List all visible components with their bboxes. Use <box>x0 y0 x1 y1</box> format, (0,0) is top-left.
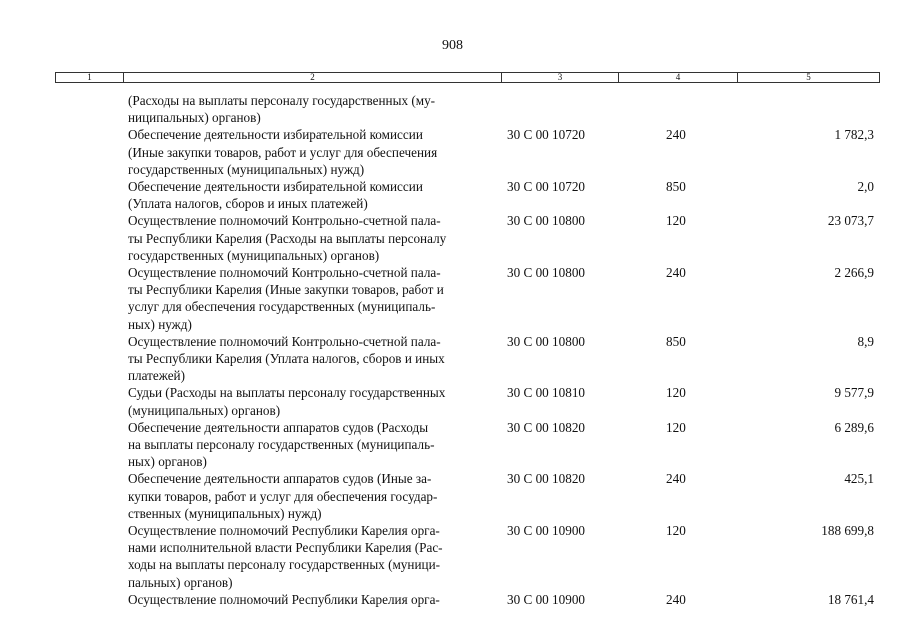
header-col-5: 5 <box>806 72 811 82</box>
row-expense-type: 120 <box>666 213 686 229</box>
row-expense-type: 850 <box>666 333 686 349</box>
row-code: 30 С 00 10720 <box>507 127 586 143</box>
row-code: 30 С 00 10800 <box>507 333 586 349</box>
row-amount: 8,9 <box>857 333 874 349</box>
row-amount: 1 782,3 <box>834 127 874 143</box>
table-row <box>0 522 905 591</box>
header-col-4: 4 <box>619 73 738 82</box>
row-code: 30 С 00 10800 <box>507 213 586 229</box>
row-amount: 425,1 <box>844 471 874 487</box>
table-row <box>0 264 905 333</box>
table-row <box>0 384 905 418</box>
row-description: (Расходы на выплаты персоналу государственных (му- ниципальных) органов) <box>128 93 436 126</box>
row-expense-type: 120 <box>666 419 686 435</box>
row-description: Судьи (Расходы на выплаты персоналу государственных (муниципальных) органов) <box>128 385 446 418</box>
row-expense-type: 120 <box>666 523 686 539</box>
row-expense-type: 120 <box>666 385 686 401</box>
row-code: 30 С 00 10820 <box>507 419 586 435</box>
header-col-3: 3 <box>502 73 619 82</box>
header-col-1: 1 <box>56 73 124 82</box>
table-row <box>0 591 905 608</box>
row-description: Обеспечение деятельности избирательной комиссии (Иные закупки товаров, работ и услуг для обеспечения государственных (муниципальных) нужд) <box>128 127 438 177</box>
row-code: 30 С 00 10900 <box>507 591 586 607</box>
header-col-2: 2 <box>124 73 502 82</box>
row-expense-type: 240 <box>666 265 686 281</box>
row-amount: 23 073,7 <box>827 213 874 229</box>
row-code: 30 С 00 10800 <box>507 265 586 281</box>
table-row <box>0 333 905 385</box>
row-amount: 9 577,9 <box>834 385 874 401</box>
row-amount: 188 699,8 <box>821 523 874 539</box>
table-body <box>0 92 905 608</box>
row-description: Осуществление полномочий Контрольно-счетной пала- ты Республики Карелия (Расходы на выплаты персоналу государственных (муниципальных) органов) <box>128 213 447 263</box>
row-code: 30 С 00 10810 <box>507 385 586 401</box>
row-code: 30 С 00 10720 <box>507 179 586 195</box>
page-number: 908 <box>442 38 463 53</box>
table-row <box>0 212 905 264</box>
row-amount: 2 266,9 <box>834 265 874 281</box>
row-description: Осуществление полномочий Республики Карелия орга- нами исполнительной власти Республики Карелия (Рас- ходы на выплаты персоналу государственных (муници- пальных) органов) <box>128 523 443 590</box>
row-code: 30 С 00 10820 <box>507 471 586 487</box>
row-description: Осуществление полномочий Контрольно-счетной пала- ты Республики Карелия (Уплата налогов, сборов и иных платежей) <box>128 333 445 384</box>
row-amount: 18 761,4 <box>827 591 874 607</box>
row-amount: 2,0 <box>857 179 874 195</box>
table-row <box>0 92 905 126</box>
row-amount: 6 289,6 <box>834 419 874 435</box>
table-row <box>0 419 905 471</box>
table-row <box>0 126 905 178</box>
row-description: Осуществление полномочий Республики Карелия орга- <box>128 591 440 607</box>
table-header <box>55 72 880 83</box>
row-expense-type: 240 <box>666 471 686 487</box>
row-description: Обеспечение деятельности аппаратов судов (Расходы на выплаты персоналу государственных (муниципаль- ных) органов) <box>128 419 435 470</box>
row-description: Обеспечение деятельности аппаратов судов (Иные за- купки товаров, работ и услуг для обеспечения государ- ственных (муниципальных) нужд) <box>128 471 438 521</box>
row-expense-type: 850 <box>666 179 686 195</box>
table-row <box>0 470 905 522</box>
table-row <box>0 178 905 212</box>
row-expense-type: 240 <box>666 127 686 143</box>
row-expense-type: 240 <box>666 591 686 607</box>
row-description: Осуществление полномочий Контрольно-счетной пала- ты Республики Карелия (Иные закупки товаров, работ и услуг для обеспечения государственных (муниципаль- ных) нужд) <box>128 265 444 332</box>
row-code: 30 С 00 10900 <box>507 523 586 539</box>
row-description: Обеспечение деятельности избирательной комиссии (Уплата налогов, сборов и иных платежей) <box>128 179 423 212</box>
